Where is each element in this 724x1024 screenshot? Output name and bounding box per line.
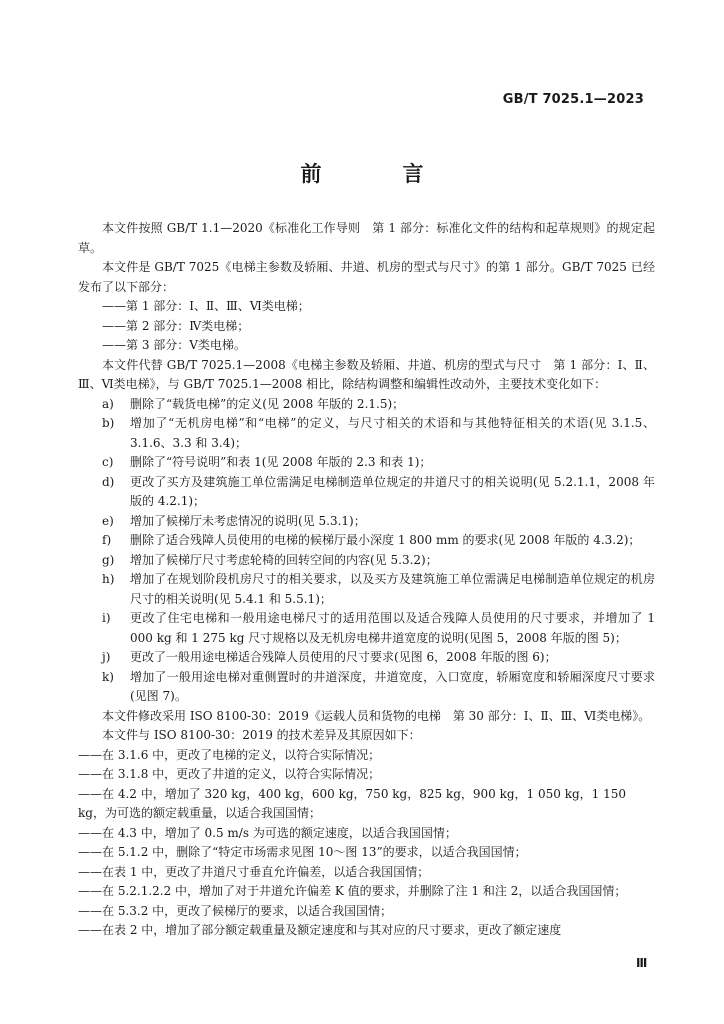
diff-item: ——在 3.1.8 中，更改了井道的定义，以符合实际情况； [78,767,381,781]
change-text: 增加了一般用途电梯对重侧置时的井道深度，井道宽度，入口宽度，轿厢宽度和轿厢深度尺寸要求(见图 7)。 [130,669,655,703]
change-label: f) [102,533,112,547]
part-item: ——第 2 部分：Ⅳ类电梯； [102,318,250,333]
change-item [78,668,655,707]
change-label: j) [102,650,111,664]
iso-paragraph: 本文件修改采用 ISO 8100-30：2019《运载人员和货物的电梯 第 30 部分：Ⅰ、Ⅱ、Ⅲ、Ⅵ类电梯》。 [102,708,651,723]
diff-item: ——在 3.1.6 中，更改了电梯的定义，以符合实际情况； [78,747,381,762]
change-item [78,531,655,551]
change-label: i) [102,611,111,625]
change-item [78,570,655,609]
change-item [78,414,655,453]
change-item [78,453,655,473]
change-text: 删除了适合残障人员使用的电梯的候梯厅最小深度 1 800 mm 的要求(见 2008 年版的 4.3.2)； [130,533,641,547]
diff-item: ——在 5.2.1.2.2 中，增加了对于井道允许偏差 K 值的要求，并删除了注 1 和注 2，以适合我国国情； [78,884,627,898]
diff-item: ——在 5.1.2 中，删除了“特定市场需求见图 10～图 13”的要求，以适合我国国情； [78,845,527,859]
change-label: e) [102,513,114,528]
document-body [78,219,655,941]
diff-item: ——在 5.3.2 中，更改了候梯厅的要求，以适合我国国情； [78,903,393,918]
change-label: g) [102,552,115,567]
change-item [78,395,655,415]
change-text: 增加了在规划阶段机房尺寸的相关要求，以及买方及建筑施工单位需满足电梯制造单位规定的机房尺寸的相关说明(见 5.4.1 和 5.5.1)； [130,572,655,606]
diff-item: ——在表 1 中，更改了井道尺寸垂直允许偏差，以适合我国国情； [78,864,430,879]
standard-code: GB/T 7025.1—2023 [502,92,644,107]
change-label: d) [102,474,115,489]
intro-paragraph: 本文件是 GB/T 7025《电梯主参数及轿厢、井道、机房的型式与尺寸》的第 1 部分。GB/T 7025 已经发布了以下部分： [78,260,655,294]
change-item [78,609,655,648]
iso-diff-paragraph: 本文件与 ISO 8100-30：2019 的技术差异及其原因如下： [102,728,421,742]
change-text: 增加了“无机房电梯”和“电梯”的定义，与尺寸相关的术语和与其他特征相关的术语(见 3.1.5、3.1.6、3.3 和 3.4)； [130,416,655,450]
page-title: 前 言 [300,162,454,186]
diff-item: ——在表 2 中，增加了部分额定载重量及额定速度和与其对应的尺寸要求，更改了额定速度 [78,923,562,937]
replace-paragraph: 本文件代替 GB/T 7025.1—2008《电梯主参数及轿厢、井道、机房的型式与尺寸 第 1 部分：Ⅰ、Ⅱ、Ⅲ、Ⅵ类电梯》，与 GB/T 7025.1—2008 相比，除结构调整和编辑性改动外，主要技术变化如下： [78,357,655,391]
change-text: 更改了买方及建筑施工单位需满足电梯制造单位规定的井道尺寸的相关说明(见 5.2.1.1，2008 年版的 4.2.1)； [130,474,655,508]
change-label: c) [102,455,114,469]
part-item: ——第 1 部分：Ⅰ、Ⅱ、Ⅲ、Ⅵ类电梯； [102,299,310,313]
change-label: a) [102,396,114,411]
change-text: 增加了候梯厅未考虑情况的说明(见 5.3.1)； [130,513,366,528]
part-item: ——第 3 部分：Ⅴ类电梯。 [102,338,246,352]
change-label: b) [102,416,115,430]
change-text: 删除了“载货电梯”的定义(见 2008 年版的 2.1.5)； [130,396,405,411]
change-item [78,473,655,512]
change-text: 删除了“符号说明”和表 1(见 2008 年版的 2.3 和表 1)； [130,455,432,469]
change-item [78,648,655,668]
diff-item: ——在 4.2 中，增加了 320 kg，400 kg，600 kg，750 kg，825 kg，900 kg，1 050 kg，1 150 kg，为可选的额定载重量，以适合我国国情； [78,786,627,820]
diff-item: ——在 4.3 中，增加了 0.5 m/s 为可选的额定速度，以适合我国国情； [78,825,457,840]
change-label: h) [102,572,115,586]
change-label: k) [102,669,114,684]
change-item [78,512,655,532]
change-text: 更改了一般用途电梯适合残障人员使用的尺寸要求(见图 6，2008 年版的图 6)； [130,650,557,664]
page-number: Ⅲ [636,956,648,970]
intro-paragraph: 本文件按照 GB/T 1.1—2020《标准化工作导则 第 1 部分：标准化文件的结构和起草规则》的规定起草。 [78,221,655,255]
change-text: 增加了候梯厅尺寸考虑轮椅的回转空间的内容(见 5.3.2)； [130,552,438,567]
change-item [78,551,655,571]
change-text: 更改了住宅电梯和一般用途电梯尺寸的适用范围以及适合残障人员使用的尺寸要求，并增加了 1 000 kg 和 1 275 kg 尺寸规格以及无机房电梯井道宽度的说明(见图 5，2008 年版的图 5)； [130,611,655,645]
